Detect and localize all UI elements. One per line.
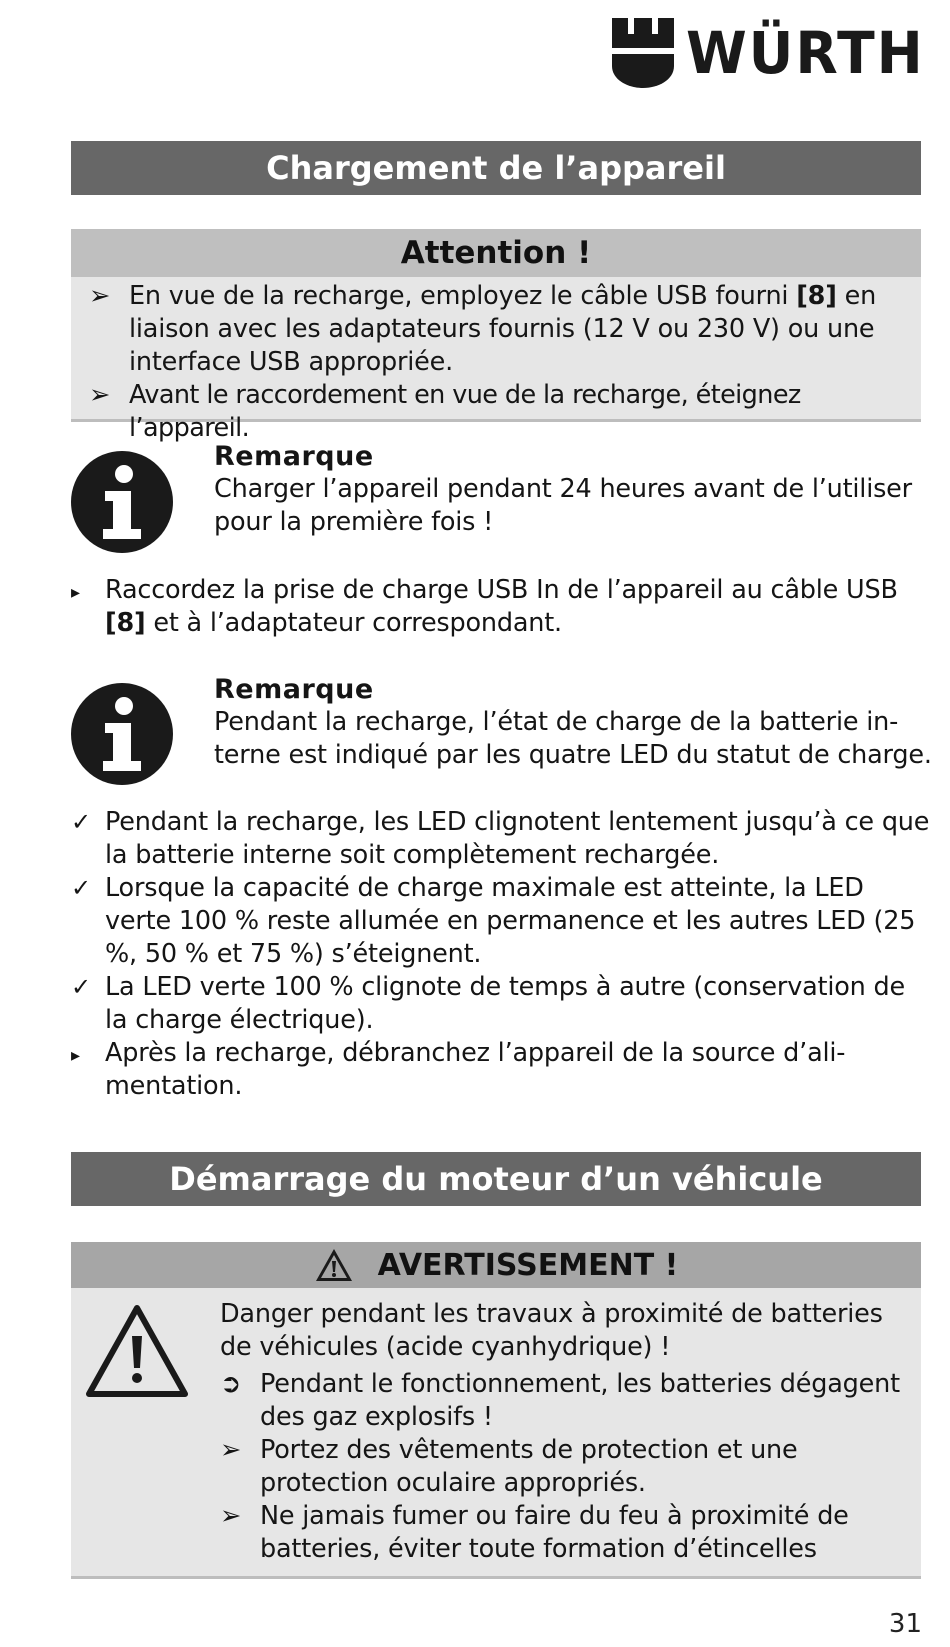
attention-item-text: Avant le raccordement en vue de la recharge, éteignez l’appareil. [129,380,801,443]
attention-box [71,229,921,443]
page-number: 31 [888,1609,922,1639]
arrow-bullet-icon: ➢ [89,380,110,410]
attention-title: Attention ! [71,229,921,277]
section-title-charging: Chargement de l’appareil [71,141,921,195]
warning-item [220,1500,915,1566]
checkmark-icon: ✓ [71,808,91,836]
instruction-item [71,1037,931,1103]
reference-number: [8] [105,608,146,638]
warning-item [220,1368,915,1434]
circled-arrow-icon: ➲ [220,1369,242,1399]
remark-title: Remarque [214,441,374,472]
remark-block [214,673,934,772]
wurth-logo-mark-icon [612,18,674,88]
wurth-logo [612,18,937,88]
warning-item-text: Portez des vêtements de protection et une protection oculaire appropriés. [260,1435,798,1498]
warning-box [71,1242,921,1579]
brand-name: WÜRTH [686,19,925,87]
checkmark-icon: ✓ [71,874,91,902]
result-item [71,971,931,1037]
reference-number: [8] [796,281,837,311]
remark-block [214,440,934,539]
remark-title: Remarque [214,674,374,705]
step-text: Raccordez la prise de charge USB In de l’appareil au câble USB [105,575,898,605]
warning-header [71,1242,921,1288]
arrow-bullet-icon: ➢ [89,281,111,311]
warning-triangle-icon [314,1247,354,1283]
info-icon [71,683,173,785]
attention-item-text-cont: en liaison avec les adaptateurs fournis (12 V ou 230 V) ou une interface USB appropriée. [129,281,877,377]
instruction-step [71,574,931,640]
result-text: Pendant la recharge, les LED clignotent lentement jusqu’à ce que la batterie interne soit complètement rechargée. [105,807,930,870]
warning-title: AVERTISSEMENT ! [377,1247,679,1283]
arrow-bullet-icon: ➢ [220,1501,242,1531]
result-text: Lorsque la capacité de charge maximale est atteinte, la LED verte 100 % reste allumée en permanence et les autres LED (25 %, 50 % et 75 %) s’éteignent. [105,873,916,969]
warning-item-text: Ne jamais fumer ou faire du feu à proximité de batteries, éviter toute formation d’étincelles [260,1501,849,1564]
remark-text: Pendant la recharge, l’état de charge de la batterie in-terne est indiqué par les quatre LED du statut de charge. [214,707,932,770]
attention-item [75,280,907,379]
attention-item-text: En vue de la recharge, employez le câble USB fourni [129,281,797,311]
result-text: La LED verte 100 % clignote de temps à autre (conservation de la charge électrique). [105,972,905,1035]
remark-text: Charger l’appareil pendant 24 heures avant de l’utiliser pour la première fois ! [214,474,912,537]
checkmark-icon: ✓ [71,973,91,1001]
result-item [71,806,931,872]
info-icon [71,451,173,553]
warning-intro: Danger pendant les travaux à proximité de batteries de véhicules (acide cyanhydrique) ! [220,1299,883,1362]
triangle-bullet-icon: ▸ [71,1045,80,1066]
result-list [71,806,931,1103]
section-title-engine-start: Démarrage du moteur d’un véhicule [71,1152,921,1206]
warning-item [220,1434,915,1500]
instruction-text: Après la recharge, débranchez l’appareil de la source d’ali-mentation. [105,1038,846,1101]
triangle-bullet-icon: ▸ [71,582,80,603]
arrow-bullet-icon: ➢ [220,1435,242,1465]
step-text-cont: et à l’adaptateur correspondant. [145,608,562,638]
warning-item-text: Pendant le fonctionnement, les batteries dégagent des gaz explosifs ! [260,1369,900,1432]
warning-triangle-icon [85,1304,189,1398]
result-item [71,872,931,971]
attention-item [75,379,907,445]
